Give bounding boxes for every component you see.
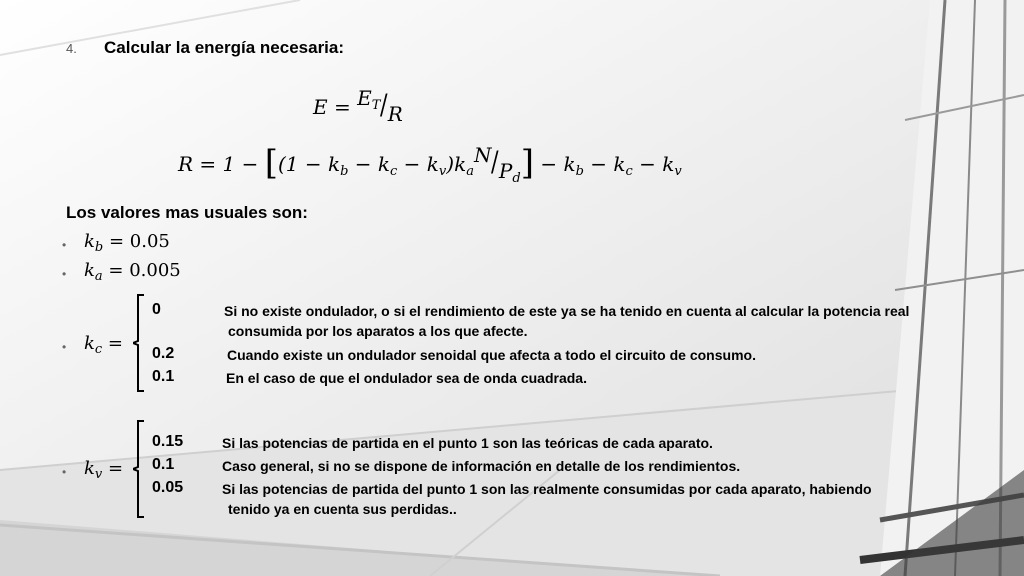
- eq-e-denominator: R: [387, 102, 403, 126]
- eq-frac-den: P: [498, 159, 513, 183]
- kc-option-1-desc: Cuando existe un ondulador senoidal que afecta a todo el circuito de consumo.: [227, 347, 756, 363]
- kb-symbol: k: [84, 231, 95, 252]
- eq-tail-3: − k: [632, 152, 675, 176]
- kv-option-1-value: 0.1: [152, 456, 175, 473]
- kc-option-0-desc-cont: consumida por los aparatos a los que afecte.: [228, 323, 528, 339]
- eq-tail-sub-b: b: [575, 164, 584, 179]
- eq-close-ka: )k: [446, 152, 467, 176]
- kc-brace: [133, 294, 145, 392]
- kv-option-2-value: 0.05: [152, 479, 184, 496]
- eq-tail-2: − k: [583, 152, 626, 176]
- kc-sub: c: [94, 342, 103, 357]
- kv-option-2-desc-cont: tenido ya en cuenta sus perdidas..: [228, 501, 457, 517]
- bullet-kb: •: [62, 238, 67, 252]
- kc-symbol: k: [84, 333, 95, 354]
- kb-number: = 0.05: [103, 231, 170, 252]
- ka-symbol: k: [84, 260, 95, 281]
- heading-number: 4.: [66, 41, 77, 56]
- kc-eq: =: [102, 333, 124, 354]
- kv-brace: [133, 420, 145, 518]
- kc-option-0-value: 0: [152, 301, 161, 318]
- ka-sub: a: [94, 269, 103, 284]
- kc-option-1-value: 0.2: [152, 345, 175, 362]
- heading-text: Calcular la energía necesaria:: [104, 38, 345, 57]
- section-heading: [66, 38, 344, 58]
- eq-mid-v: − k: [397, 152, 439, 176]
- kv-label: [84, 458, 123, 482]
- kc-label: [84, 333, 123, 357]
- kv-sub: v: [94, 467, 103, 482]
- eq-e-numerator: E: [357, 86, 372, 110]
- kv-symbol: k: [84, 458, 95, 479]
- bullet-ka: •: [62, 267, 67, 281]
- kb-value: [84, 231, 170, 255]
- eq-sub-a: a: [466, 164, 474, 179]
- kc-option-0-desc: Si no existe ondulador, o si el rendimiento de este ya se ha tenido en cuenta al calcular la potencia real: [224, 303, 910, 319]
- kv-option-0-value: 0.15: [152, 433, 184, 450]
- kv-option-2-desc: Si las potencias de partida del punto 1 son las realmente consumidas por cada aparato, habiendo: [222, 481, 872, 497]
- eq-e-lhs: E =: [313, 95, 351, 119]
- energy-equation: $E = E_T/R$: [313, 86, 403, 126]
- eq-r-inner: (1 − k: [278, 152, 341, 176]
- kc-option-2-desc: En el caso de que el ondulador sea de onda cuadrada.: [226, 370, 587, 386]
- eq-tail-sub-c: c: [625, 164, 633, 179]
- usual-values-title: Los valores mas usuales son:: [66, 203, 308, 222]
- eq-sub-v: v: [438, 164, 447, 179]
- eq-tail-sub-v: v: [674, 164, 682, 179]
- ka-number: = 0.005: [102, 260, 181, 281]
- eq-tail-1: − k: [533, 152, 576, 176]
- kc-option-2-value: 0.1: [152, 368, 175, 385]
- eq-sub-b: b: [340, 164, 349, 179]
- kv-option-1-desc: Caso general, si no se dispone de información en detalle de los rendimientos.: [222, 458, 741, 474]
- kv-eq: =: [102, 458, 124, 479]
- eq-frac-den-sub: d: [512, 171, 521, 186]
- r-equation: $R = 1 - [(1 - k_b - k_c - k_v)k_aN/P_d] - k_b - k_c - k_v$: [178, 143, 682, 186]
- kv-option-0-desc: Si las potencias de partida en el punto 1 son las teóricas de cada aparato.: [222, 435, 713, 451]
- eq-sub-c: c: [390, 164, 398, 179]
- eq-r-lhs: R = 1 −: [178, 152, 259, 176]
- ka-value: [84, 260, 181, 284]
- eq-e-numerator-sub: T: [371, 98, 381, 113]
- eq-frac-num: N: [473, 143, 492, 167]
- bullet-kc: •: [62, 340, 67, 354]
- bullet-kv: •: [62, 465, 67, 479]
- kb-sub: b: [94, 240, 104, 255]
- eq-mid-c: − k: [348, 152, 391, 176]
